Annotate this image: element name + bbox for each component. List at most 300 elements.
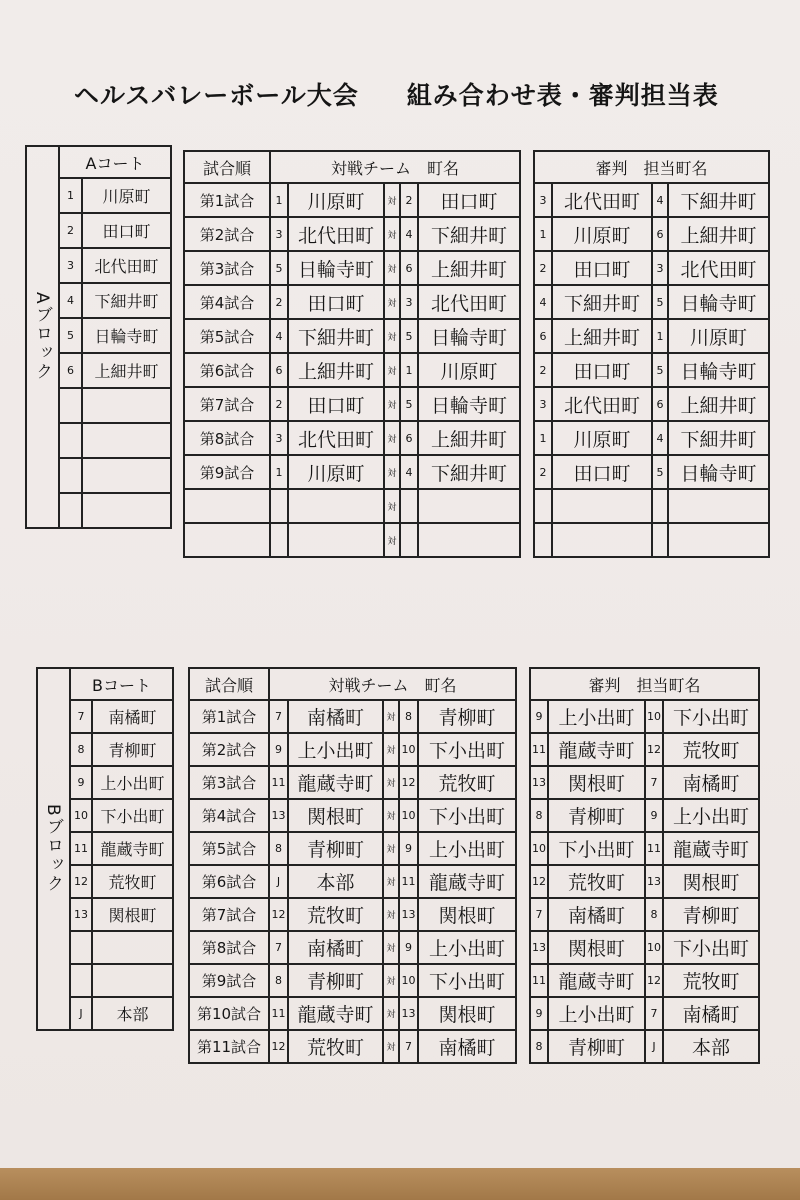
referee-row — [534, 183, 769, 217]
team2-name: 荒牧町 — [418, 766, 516, 799]
match-order: 第5試合 — [189, 832, 269, 865]
referee2-name: 青柳町 — [663, 898, 759, 931]
team2-name: 南橘町 — [418, 1030, 516, 1063]
team2-number: 6 — [400, 251, 418, 285]
team2-name: 上小出町 — [418, 832, 516, 865]
referee2-name: 上細井町 — [668, 217, 769, 251]
referee2-name — [668, 523, 769, 557]
team1-name: 田口町 — [288, 387, 384, 421]
team2-number: 10 — [399, 733, 418, 766]
team2-name: 上細井町 — [418, 251, 520, 285]
team-number: 3 — [59, 248, 82, 283]
referee1-name: 田口町 — [552, 353, 652, 387]
team-name: 青柳町 — [92, 733, 173, 766]
referee1-name: 上小出町 — [548, 700, 645, 733]
referee1-name: 青柳町 — [548, 799, 645, 832]
team2-number — [400, 489, 418, 523]
team1-number: 9 — [269, 733, 288, 766]
team1-name: 北代田町 — [288, 217, 384, 251]
vs-mark: 対 — [383, 766, 399, 799]
team1-name: 青柳町 — [288, 964, 383, 997]
court-header: Bコート — [70, 668, 173, 700]
referee2-number: 8 — [645, 898, 663, 931]
team1-number: 12 — [269, 1030, 288, 1063]
match-order: 第4試合 — [189, 799, 269, 832]
referee2-name: 北代田町 — [668, 251, 769, 285]
referee2-number: 10 — [645, 931, 663, 964]
match-order: 第11試合 — [189, 1030, 269, 1063]
team1-name — [288, 489, 384, 523]
match-row — [189, 1030, 516, 1063]
match-row — [184, 251, 520, 285]
team2-name: 上小出町 — [418, 931, 516, 964]
referee1-name — [552, 523, 652, 557]
team-number: 6 — [59, 353, 82, 388]
referee1-number — [534, 523, 552, 557]
team1-name: 上細井町 — [288, 353, 384, 387]
referee2-name: 南橘町 — [663, 997, 759, 1030]
team1-number: 11 — [269, 997, 288, 1030]
vs-mark: 対 — [383, 733, 399, 766]
team2-number: 10 — [399, 964, 418, 997]
match-row — [184, 489, 520, 523]
team1-number — [270, 489, 288, 523]
team1-name: 荒牧町 — [288, 1030, 383, 1063]
referee1-number: 8 — [530, 799, 548, 832]
vs-mark: 対 — [384, 183, 400, 217]
team2-number: 7 — [399, 1030, 418, 1063]
floor-strip — [0, 1168, 800, 1200]
team1-name: 川原町 — [288, 183, 384, 217]
match-order: 第3試合 — [189, 766, 269, 799]
vs-mark: 対 — [383, 700, 399, 733]
referee1-number: 7 — [530, 898, 548, 931]
referee-row — [530, 964, 759, 997]
team1-number: 8 — [269, 832, 288, 865]
team-name — [82, 423, 171, 458]
court-header: Aコート — [59, 146, 171, 178]
referee1-number: 2 — [534, 455, 552, 489]
referee2-name: 本部 — [663, 1030, 759, 1063]
referee1-number: 2 — [534, 251, 552, 285]
referee1-number: 13 — [530, 931, 548, 964]
match-order: 第2試合 — [184, 217, 270, 251]
team-name: 下細井町 — [82, 283, 171, 318]
team1-name: 上小出町 — [288, 733, 383, 766]
referee1-name: 上小出町 — [548, 997, 645, 1030]
referee-row — [534, 319, 769, 353]
referee-row — [530, 799, 759, 832]
team-name: 下小出町 — [92, 799, 173, 832]
referee1-name: 下細井町 — [552, 285, 652, 319]
team-name: 龍蔵寺町 — [92, 832, 173, 865]
team-number: 2 — [59, 213, 82, 248]
referee1-number: 10 — [530, 832, 548, 865]
match-row — [184, 319, 520, 353]
referee2-number — [652, 523, 668, 557]
referee2-number: 10 — [645, 700, 663, 733]
match-row — [189, 700, 516, 733]
team2-number: 4 — [400, 217, 418, 251]
match-row — [189, 865, 516, 898]
b-team-list — [36, 667, 174, 1031]
team2-number: 8 — [399, 700, 418, 733]
referee-row — [530, 898, 759, 931]
match-order — [184, 489, 270, 523]
referee2-number: 6 — [652, 217, 668, 251]
team-number — [70, 931, 92, 964]
referee-row — [530, 997, 759, 1030]
team1-number: 7 — [269, 700, 288, 733]
referee2-name: 下細井町 — [668, 183, 769, 217]
referee-row — [534, 285, 769, 319]
team2-name: 下小出町 — [418, 964, 516, 997]
team-name — [82, 388, 171, 423]
team1-name: 田口町 — [288, 285, 384, 319]
team2-number: 4 — [400, 455, 418, 489]
referee1-name: 下小出町 — [548, 832, 645, 865]
block-label: Bブロック — [37, 668, 70, 1030]
team1-number: 1 — [270, 455, 288, 489]
team-name: 荒牧町 — [92, 865, 173, 898]
match-row — [184, 217, 520, 251]
team-number — [59, 423, 82, 458]
referee2-name: 龍蔵寺町 — [663, 832, 759, 865]
referee-row — [530, 832, 759, 865]
referee-row — [534, 455, 769, 489]
match-order: 第6試合 — [189, 865, 269, 898]
referee1-name: 田口町 — [552, 251, 652, 285]
team1-number: 1 — [270, 183, 288, 217]
referee-row — [530, 700, 759, 733]
referee1-number: 12 — [530, 865, 548, 898]
match-order: 第7試合 — [184, 387, 270, 421]
team2-number: 2 — [400, 183, 418, 217]
team1-name: 荒牧町 — [288, 898, 383, 931]
team-number: 8 — [70, 733, 92, 766]
team1-name: 日輪寺町 — [288, 251, 384, 285]
teams-header: 対戦チーム 町名 — [270, 151, 520, 183]
vs-mark: 対 — [383, 865, 399, 898]
match-order: 第5試合 — [184, 319, 270, 353]
b-match-table — [188, 667, 517, 1064]
team2-number: 1 — [400, 353, 418, 387]
team-name: 本部 — [92, 997, 173, 1030]
team2-name: 川原町 — [418, 353, 520, 387]
referee1-name: 龍蔵寺町 — [548, 964, 645, 997]
referee1-name: 関根町 — [548, 931, 645, 964]
match-row — [184, 455, 520, 489]
referee1-name: 南橘町 — [548, 898, 645, 931]
team2-number: 12 — [399, 766, 418, 799]
team2-name — [418, 489, 520, 523]
team1-name: 関根町 — [288, 799, 383, 832]
team1-name: 青柳町 — [288, 832, 383, 865]
vs-mark: 対 — [383, 997, 399, 1030]
referee-row — [534, 489, 769, 523]
match-row — [189, 799, 516, 832]
team2-name: 下小出町 — [418, 799, 516, 832]
team1-number: 5 — [270, 251, 288, 285]
a-referee-table — [533, 150, 770, 558]
match-order: 第6試合 — [184, 353, 270, 387]
match-row — [189, 964, 516, 997]
team-number — [70, 964, 92, 997]
referee2-name: 日輪寺町 — [668, 455, 769, 489]
match-order: 第2試合 — [189, 733, 269, 766]
referee-row — [534, 387, 769, 421]
team1-name: 南橘町 — [288, 700, 383, 733]
vs-mark: 対 — [384, 523, 400, 557]
a-team-list — [25, 145, 172, 529]
vs-mark: 対 — [384, 217, 400, 251]
team-number — [59, 388, 82, 423]
referee2-number: 5 — [652, 353, 668, 387]
match-row — [189, 766, 516, 799]
referee-header: 審判 担当町名 — [534, 151, 769, 183]
referee1-name: 川原町 — [552, 217, 652, 251]
match-order: 第9試合 — [189, 964, 269, 997]
referee-row — [530, 865, 759, 898]
referee1-name: 北代田町 — [552, 183, 652, 217]
team-name — [92, 931, 173, 964]
match-order: 第1試合 — [189, 700, 269, 733]
referee2-name: 川原町 — [668, 319, 769, 353]
b-referee-table — [529, 667, 760, 1064]
team2-number: 9 — [399, 832, 418, 865]
referee1-number: 13 — [530, 766, 548, 799]
team2-number: 10 — [399, 799, 418, 832]
team2-name: 下細井町 — [418, 455, 520, 489]
match-row — [184, 353, 520, 387]
match-order: 第1試合 — [184, 183, 270, 217]
team-number: 7 — [70, 700, 92, 733]
referee1-name: 田口町 — [552, 455, 652, 489]
team-name — [82, 458, 171, 493]
team1-number: 3 — [270, 421, 288, 455]
vs-mark: 対 — [383, 799, 399, 832]
team-name: 日輪寺町 — [82, 318, 171, 353]
referee1-name: 青柳町 — [548, 1030, 645, 1063]
referee-row — [530, 733, 759, 766]
title-main: ヘルスバレーボール大会 — [74, 81, 359, 110]
team2-name — [418, 523, 520, 557]
referee2-number: 7 — [645, 766, 663, 799]
referee1-name: 川原町 — [552, 421, 652, 455]
referee1-number: 3 — [534, 387, 552, 421]
team2-name: 関根町 — [418, 898, 516, 931]
team-name: 北代田町 — [82, 248, 171, 283]
team1-number: 3 — [270, 217, 288, 251]
team-number: 5 — [59, 318, 82, 353]
referee-row — [530, 1030, 759, 1063]
referee1-name: 荒牧町 — [548, 865, 645, 898]
match-row — [189, 898, 516, 931]
block-label: Aブロック — [26, 146, 59, 528]
referee1-name: 北代田町 — [552, 387, 652, 421]
referee2-name: 日輪寺町 — [668, 285, 769, 319]
team2-number: 5 — [400, 319, 418, 353]
team-name — [92, 964, 173, 997]
match-row — [184, 285, 520, 319]
referee-header: 審判 担当町名 — [530, 668, 759, 700]
referee1-number: 11 — [530, 964, 548, 997]
team2-number: 13 — [399, 997, 418, 1030]
team2-number: 3 — [400, 285, 418, 319]
referee2-number: J — [645, 1030, 663, 1063]
team1-name: 龍蔵寺町 — [288, 997, 383, 1030]
team1-number: 2 — [270, 387, 288, 421]
match-row — [184, 183, 520, 217]
team2-number: 13 — [399, 898, 418, 931]
team-name: 田口町 — [82, 213, 171, 248]
team-name: 川原町 — [82, 178, 171, 213]
team2-name: 下細井町 — [418, 217, 520, 251]
referee2-number: 4 — [652, 421, 668, 455]
referee-row — [534, 353, 769, 387]
team2-name: 日輪寺町 — [418, 319, 520, 353]
referee-row — [530, 931, 759, 964]
referee2-name: 南橘町 — [663, 766, 759, 799]
match-order: 第10試合 — [189, 997, 269, 1030]
team2-number: 11 — [399, 865, 418, 898]
team1-number: 8 — [269, 964, 288, 997]
referee2-name: 下小出町 — [663, 700, 759, 733]
team2-name: 下小出町 — [418, 733, 516, 766]
referee2-number: 9 — [645, 799, 663, 832]
referee2-number: 1 — [652, 319, 668, 353]
page-title — [74, 76, 719, 112]
team1-number: 7 — [269, 931, 288, 964]
a-match-table — [183, 150, 521, 558]
referee1-number: 3 — [534, 183, 552, 217]
vs-mark: 対 — [383, 1030, 399, 1063]
team-number: 13 — [70, 898, 92, 931]
referee2-number: 4 — [652, 183, 668, 217]
referee2-name: 上小出町 — [663, 799, 759, 832]
team-number: 10 — [70, 799, 92, 832]
referee2-name: 関根町 — [663, 865, 759, 898]
team2-number — [400, 523, 418, 557]
referee2-number: 12 — [645, 964, 663, 997]
team1-number: 11 — [269, 766, 288, 799]
team1-number — [270, 523, 288, 557]
referee1-name — [552, 489, 652, 523]
vs-mark: 対 — [383, 964, 399, 997]
team2-name: 関根町 — [418, 997, 516, 1030]
match-order: 第4試合 — [184, 285, 270, 319]
referee2-number: 6 — [652, 387, 668, 421]
team-number: 11 — [70, 832, 92, 865]
referee2-number: 7 — [645, 997, 663, 1030]
referee1-number: 9 — [530, 700, 548, 733]
referee2-name — [668, 489, 769, 523]
referee2-number: 13 — [645, 865, 663, 898]
match-order — [184, 523, 270, 557]
team2-name: 北代田町 — [418, 285, 520, 319]
team-number: 4 — [59, 283, 82, 318]
team1-number: J — [269, 865, 288, 898]
team1-name: 下細井町 — [288, 319, 384, 353]
team2-name: 田口町 — [418, 183, 520, 217]
team1-number: 4 — [270, 319, 288, 353]
match-row — [184, 387, 520, 421]
team-number: 9 — [70, 766, 92, 799]
referee2-number: 11 — [645, 832, 663, 865]
vs-mark: 対 — [384, 489, 400, 523]
team2-name: 日輪寺町 — [418, 387, 520, 421]
referee2-name: 下小出町 — [663, 931, 759, 964]
team2-number: 6 — [400, 421, 418, 455]
team-name: 関根町 — [92, 898, 173, 931]
referee-row — [534, 421, 769, 455]
referee1-name: 上細井町 — [552, 319, 652, 353]
team2-name: 青柳町 — [418, 700, 516, 733]
referee1-number — [534, 489, 552, 523]
match-row — [184, 523, 520, 557]
referee1-number: 4 — [534, 285, 552, 319]
match-order: 第7試合 — [189, 898, 269, 931]
team1-number: 12 — [269, 898, 288, 931]
team1-name — [288, 523, 384, 557]
team-name: 上細井町 — [82, 353, 171, 388]
vs-mark: 対 — [384, 421, 400, 455]
match-row — [189, 931, 516, 964]
referee2-name: 上細井町 — [668, 387, 769, 421]
order-header: 試合順 — [189, 668, 269, 700]
team2-number: 5 — [400, 387, 418, 421]
vs-mark: 対 — [384, 455, 400, 489]
team2-number: 9 — [399, 931, 418, 964]
referee1-number: 2 — [534, 353, 552, 387]
referee-row — [534, 251, 769, 285]
referee2-number: 5 — [652, 285, 668, 319]
team-name — [82, 493, 171, 528]
team-name: 上小出町 — [92, 766, 173, 799]
team1-number: 6 — [270, 353, 288, 387]
match-row — [189, 733, 516, 766]
team-number — [59, 458, 82, 493]
vs-mark: 対 — [383, 931, 399, 964]
match-order: 第8試合 — [189, 931, 269, 964]
referee1-name: 関根町 — [548, 766, 645, 799]
teams-header: 対戦チーム 町名 — [269, 668, 516, 700]
team1-name: 南橘町 — [288, 931, 383, 964]
referee2-number: 5 — [652, 455, 668, 489]
team-number: J — [70, 997, 92, 1030]
vs-mark: 対 — [384, 387, 400, 421]
vs-mark: 対 — [384, 285, 400, 319]
match-order: 第9試合 — [184, 455, 270, 489]
match-row — [189, 832, 516, 865]
team1-number: 13 — [269, 799, 288, 832]
vs-mark: 対 — [384, 251, 400, 285]
team-number: 1 — [59, 178, 82, 213]
match-order: 第3試合 — [184, 251, 270, 285]
match-order: 第8試合 — [184, 421, 270, 455]
vs-mark: 対 — [383, 832, 399, 865]
referee1-name: 龍蔵寺町 — [548, 733, 645, 766]
team1-name: 北代田町 — [288, 421, 384, 455]
team2-name: 上細井町 — [418, 421, 520, 455]
order-header: 試合順 — [184, 151, 270, 183]
team-number — [59, 493, 82, 528]
referee1-number: 9 — [530, 997, 548, 1030]
title-sub: 組み合わせ表・審判担当表 — [406, 81, 719, 110]
team-number: 12 — [70, 865, 92, 898]
team-name: 南橘町 — [92, 700, 173, 733]
team1-number: 2 — [270, 285, 288, 319]
